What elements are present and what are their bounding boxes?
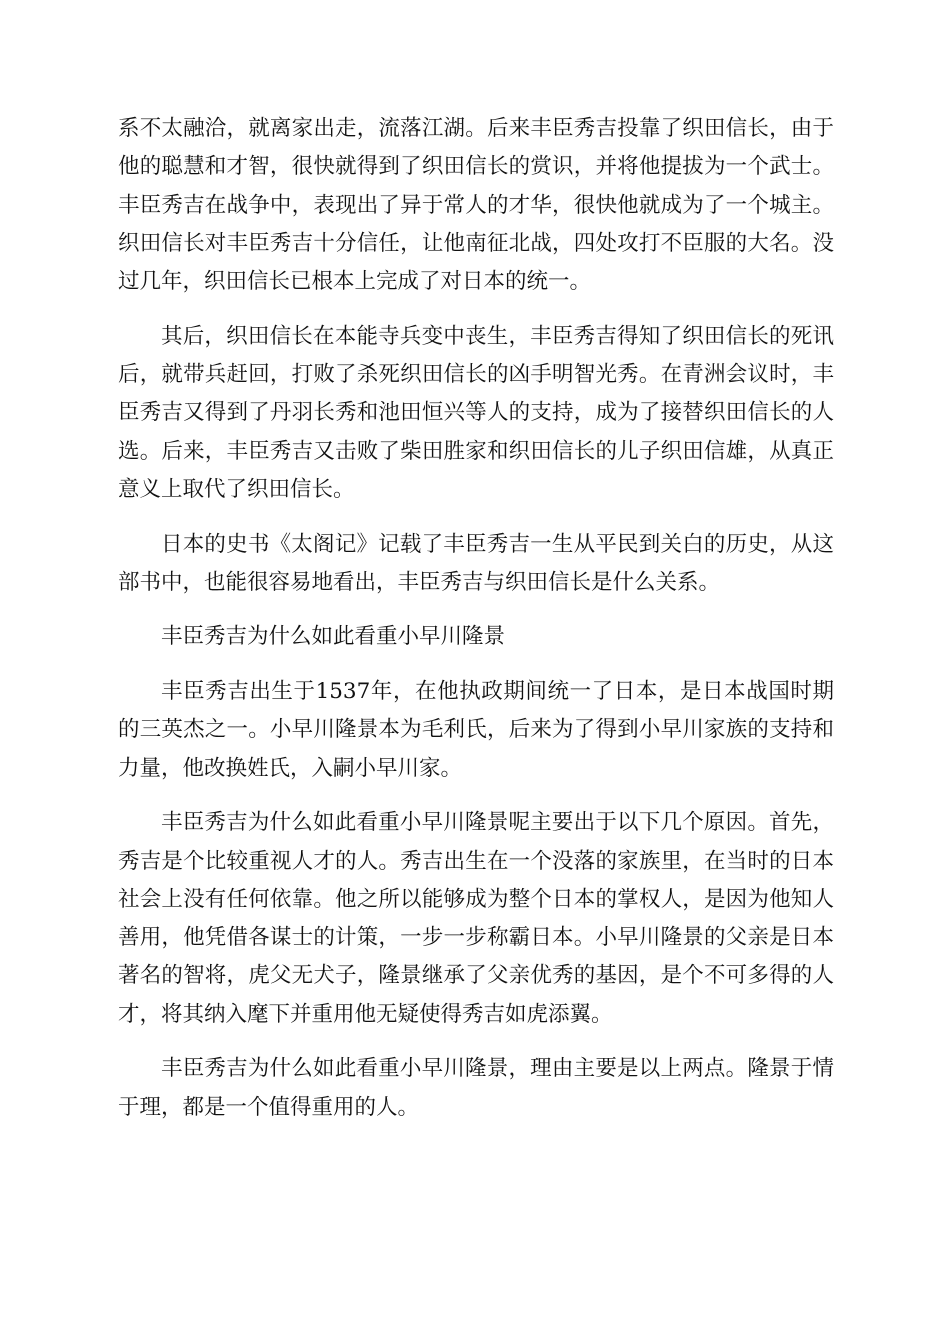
paragraph-1: 系不太融洽，就离家出走，流落江湖。后来丰臣秀吉投靠了织田信长，由于他的聪慧和才智，很快就得到了织田信长的赏识，并将他提拔为一个武士。丰臣秀吉在战争中，表现出了异于常人的才华，很快他就成为了一个城主。织田信长对丰臣秀吉十分信任，让他南征北战，四处攻打不臣服的大名。没过几年，织田信长已根本上完成了对日本的统一。	[118, 116, 834, 295]
paragraph-5: 丰臣秀吉出生于1537年，在他执政期间统一了日本，是日本战国时期的三英杰之一。小早川隆景本为毛利氏，后来为了得到小早川家族的支持和力量，他改换姓氏，入嗣小早川家。	[118, 679, 834, 781]
paragraph-7: 丰臣秀吉为什么如此看重小早川隆景，理由主要是以上两点。隆景于情于理，都是一个值得重用的人。	[118, 1056, 834, 1120]
paragraph-2: 其后，织田信长在本能寺兵变中丧生，丰臣秀吉得知了织田信长的死讯后，就带兵赶回，打败了杀死织田信长的凶手明智光秀。在青洲会议时，丰臣秀吉又得到了丹羽长秀和池田恒兴等人的支持，成为了接替织田信长的人选。后来，丰臣秀吉又击败了柴田胜家和织田信长的儿子织田信雄，从真正意义上取代了织田信长。	[118, 323, 834, 502]
paragraph-6: 丰臣秀吉为什么如此看重小早川隆景呢主要出于以下几个原因。首先，秀吉是个比较重视人才的人。秀吉出生在一个没落的家族里，在当时的日本社会上没有任何依靠。他之所以能够成为整个日本的掌权人，是因为他知人善用，他凭借各谋士的计策，一步一步称霸日本。小早川隆景的父亲是日本著名的智将，虎父无犬子，隆景继承了父亲优秀的基因，是个不可多得的人才，将其纳入麾下并重用他无疑使得秀吉如虎添翼。	[118, 810, 834, 1027]
section-heading: 丰臣秀吉为什么如此看重小早川隆景	[161, 624, 506, 650]
paragraph-3: 日本的史书《太阁记》记载了丰臣秀吉一生从平民到关白的历史，从这部书中，也能很容易地看出，丰臣秀吉与织田信长是什么关系。	[118, 531, 834, 595]
document-body	[118, 110, 834, 1143]
